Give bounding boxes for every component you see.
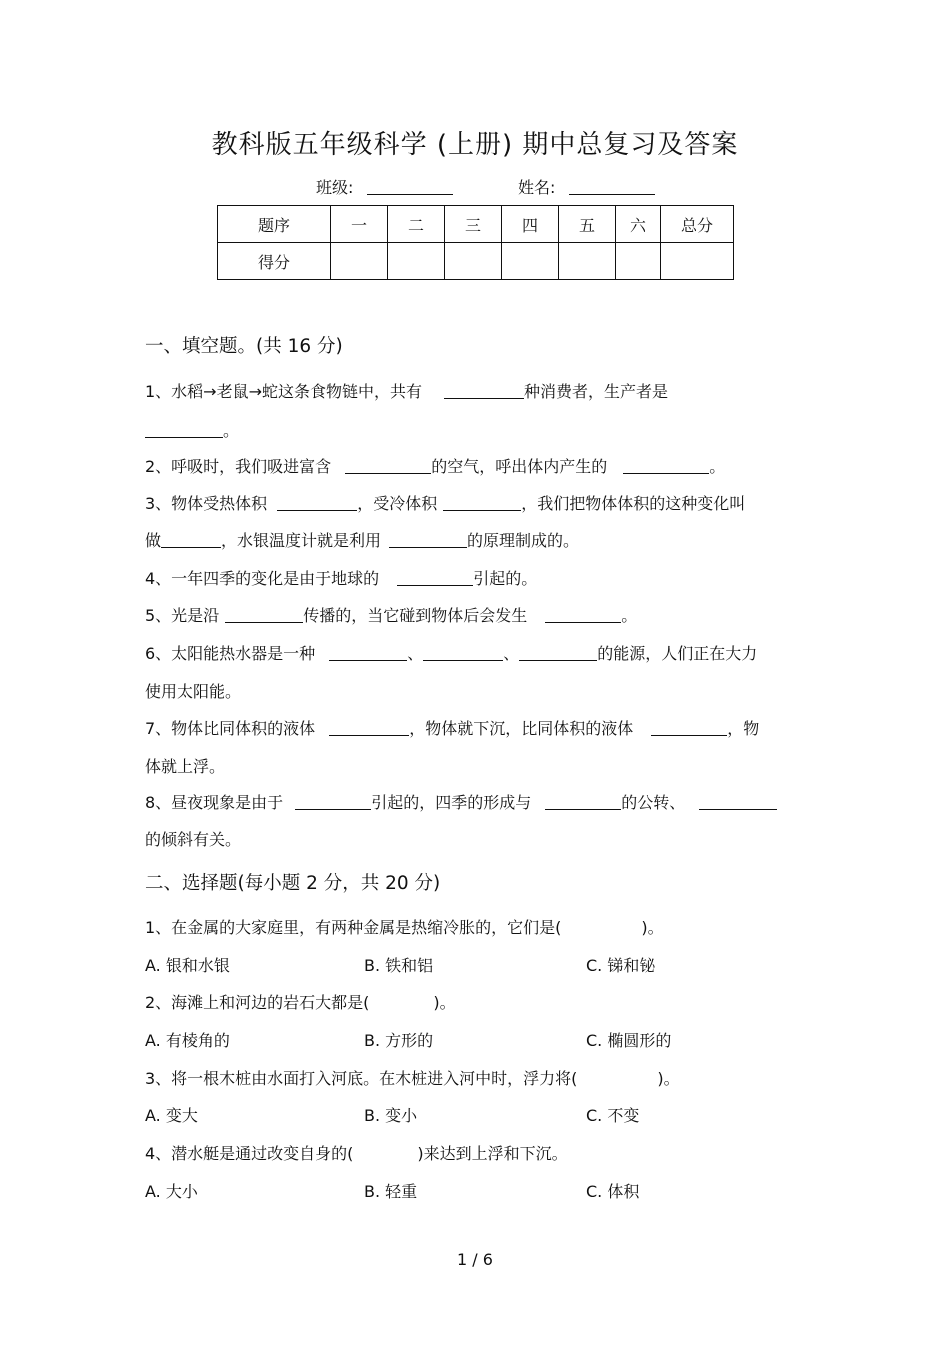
question-text: ，我们把物体体积的这种变化叫 (521, 494, 746, 513)
answer-blank[interactable] (277, 496, 357, 511)
question-text: 、 (503, 644, 520, 663)
mc-question-1: 1、在金属的大家庭里，有两种金属是热缩冷胀的，它们是( )。 (145, 918, 664, 937)
question-text: ，物 (727, 719, 760, 738)
mc-4-option-a[interactable]: A. 大小 (145, 1182, 198, 1201)
answer-blank[interactable] (329, 646, 407, 661)
page-title: 教科版五年级科学 (上册) 期中总复习及答案 (211, 130, 739, 160)
header-cell: 六 (616, 206, 661, 243)
header-cell: 一 (331, 206, 388, 243)
question-text: 引起的。 (473, 569, 538, 588)
name-field (518, 175, 655, 198)
question-7-cont: 体就上浮。 (145, 757, 226, 776)
score-cell[interactable] (331, 243, 388, 280)
answer-blank[interactable] (545, 795, 621, 810)
mc-1-option-a[interactable]: A. 银和水银 (145, 956, 230, 975)
header-cell: 题序 (218, 206, 331, 243)
question-text: 6、太阳能热水器是一种 (145, 644, 316, 663)
score-table-header-row (218, 206, 734, 243)
mc-question-2: 2、海滩上和河边的岩石大都是( )。 (145, 993, 456, 1012)
mc-3-option-c[interactable]: C. 不变 (586, 1106, 640, 1125)
question-text: 传播的，当它碰到物体后会发生 (303, 606, 528, 625)
answer-blank[interactable] (225, 608, 303, 623)
answer-blank[interactable] (651, 721, 727, 736)
question-text: 种消费者，生产者是 (524, 382, 669, 401)
question-text: 的原理制成的。 (467, 531, 580, 550)
score-table-score-row (218, 243, 734, 280)
question-text: 3、物体受热体积 (145, 494, 268, 513)
mc-3-option-b[interactable]: B. 变小 (364, 1106, 418, 1125)
answer-blank[interactable] (623, 459, 709, 474)
mc-question-4: 4、潜水艇是通过改变自身的( )来达到上浮和下沉。 (145, 1144, 568, 1163)
name-blank[interactable] (569, 180, 655, 195)
question-text: ，物体就下沉，比同体积的液体 (409, 719, 634, 738)
answer-blank[interactable] (423, 646, 503, 661)
mc-2-option-a[interactable]: A. 有棱角的 (145, 1031, 230, 1050)
question-text: 的能源，人们正在大力 (597, 644, 758, 663)
score-cell[interactable] (559, 243, 616, 280)
question-text: 的公转、 (621, 793, 686, 812)
question-text: 1、水稻→老鼠→蛇这条食物链中，共有 (145, 382, 422, 401)
question-text: 5、光是沿 (145, 606, 220, 625)
question-2 (145, 454, 725, 477)
score-cell[interactable] (388, 243, 445, 280)
class-label: 班级: (316, 178, 354, 197)
question-7 (145, 716, 759, 739)
question-text: 引起的，四季的形成与 (371, 793, 532, 812)
answer-blank[interactable] (145, 423, 223, 438)
question-8 (145, 790, 777, 813)
answer-blank[interactable] (389, 533, 467, 548)
mc-2-option-b[interactable]: B. 方形的 (364, 1031, 434, 1050)
question-6-cont: 使用太阳能。 (145, 682, 242, 701)
answer-blank[interactable] (345, 459, 431, 474)
page-number: 1 / 6 (457, 1250, 493, 1269)
question-text: 的空气，呼出体内产生的 (431, 457, 608, 476)
question-text: ，水银温度计就是利用 (221, 531, 382, 550)
answer-blank[interactable] (545, 608, 621, 623)
score-cell[interactable] (616, 243, 661, 280)
score-cell[interactable] (661, 243, 734, 280)
question-text: 。 (223, 421, 240, 440)
header-cell: 五 (559, 206, 616, 243)
question-8-cont: 的倾斜有关。 (145, 830, 242, 849)
question-3-cont (145, 528, 579, 551)
question-text: 2、呼吸时，我们吸进富含 (145, 457, 332, 476)
answer-blank[interactable] (699, 795, 777, 810)
name-label: 姓名: (518, 178, 556, 197)
question-1 (145, 379, 668, 402)
answer-blank[interactable] (329, 721, 409, 736)
question-text: ，受冷体积 (357, 494, 438, 513)
question-5 (145, 603, 637, 626)
score-cell[interactable] (445, 243, 502, 280)
class-field (316, 175, 453, 198)
mc-2-option-c[interactable]: C. 椭圆形的 (586, 1031, 672, 1050)
mc-3-option-a[interactable]: A. 变大 (145, 1106, 198, 1125)
question-text: 8、昼夜现象是由于 (145, 793, 284, 812)
answer-blank[interactable] (443, 496, 521, 511)
class-blank[interactable] (367, 180, 453, 195)
answer-blank[interactable] (519, 646, 597, 661)
question-text: 7、物体比同体积的液体 (145, 719, 316, 738)
question-1-cont (145, 418, 239, 441)
question-text: 。 (621, 606, 638, 625)
answer-blank[interactable] (161, 533, 221, 548)
mc-1-option-c[interactable]: C. 锑和铋 (586, 956, 656, 975)
header-cell: 二 (388, 206, 445, 243)
header-cell: 三 (445, 206, 502, 243)
question-text: 做 (145, 531, 162, 550)
mc-1-option-b[interactable]: B. 铁和铝 (364, 956, 434, 975)
question-text: 。 (709, 457, 726, 476)
section-2-heading: 二、选择题(每小题 2 分，共 20 分) (145, 873, 441, 894)
row-label-cell: 得分 (218, 243, 331, 280)
mc-question-3: 3、将一根木桩由水面打入河底。在木桩进入河中时，浮力将( )。 (145, 1069, 680, 1088)
question-3 (145, 491, 745, 514)
mc-4-option-c[interactable]: C. 体积 (586, 1182, 640, 1201)
score-table (217, 205, 734, 280)
answer-blank[interactable] (397, 571, 473, 586)
header-cell: 总分 (661, 206, 734, 243)
header-cell: 四 (502, 206, 559, 243)
question-6 (145, 641, 757, 664)
mc-4-option-b[interactable]: B. 轻重 (364, 1182, 418, 1201)
question-text: 4、一年四季的变化是由于地球的 (145, 569, 380, 588)
answer-blank[interactable] (444, 384, 524, 399)
answer-blank[interactable] (295, 795, 371, 810)
section-1-heading: 一、填空题。(共 16 分) (145, 336, 343, 357)
question-4 (145, 566, 537, 589)
question-text: 、 (407, 644, 424, 663)
score-cell[interactable] (502, 243, 559, 280)
